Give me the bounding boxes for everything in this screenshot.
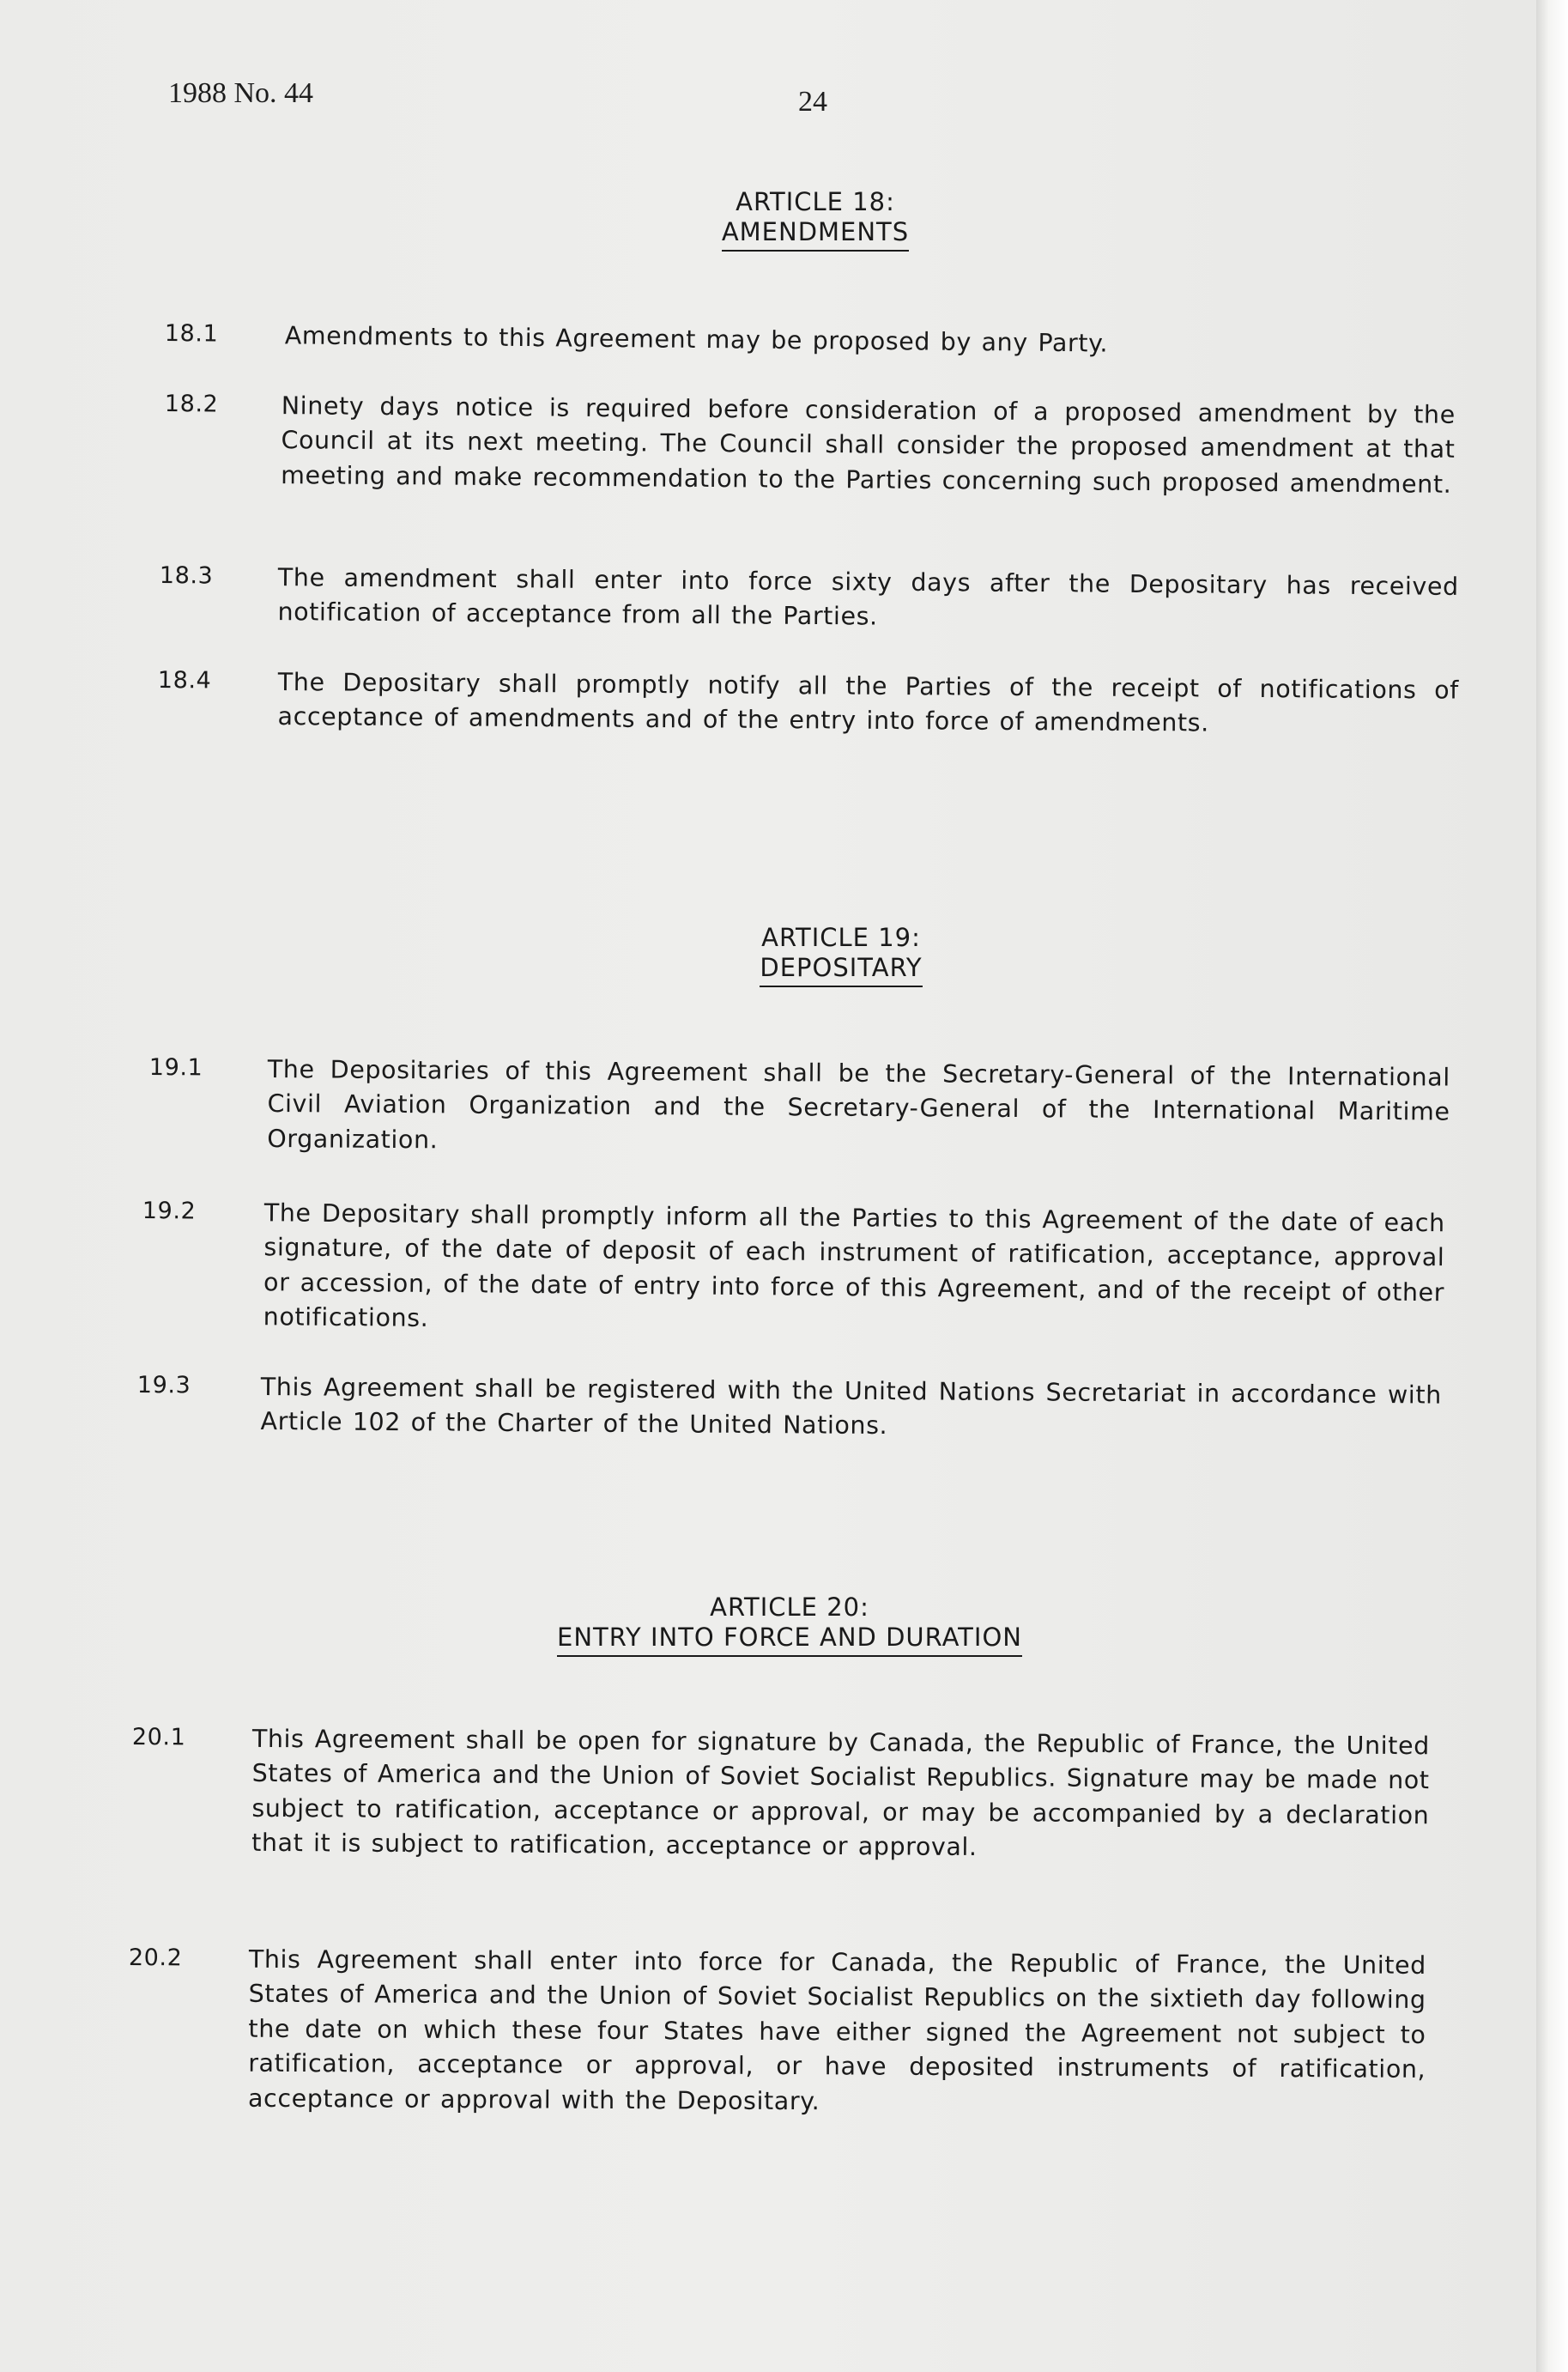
clause-text: The Depositary shall promptly notify all the Parties of the receipt of notifications of acceptance of amendments and of the entry into force of amendments. [277,667,1459,738]
page-number: 24 [798,86,827,118]
clause-18-3 [159,560,1464,647]
clause-number: 19.1 [148,1053,203,1082]
clause-number: 18.2 [164,390,219,418]
clause-18-2 [164,388,1469,544]
article-title: AMENDMENTS [722,217,909,251]
article-heading-label: ARTICLE 19: [761,923,921,952]
clause-text: The Depositary shall promptly inform all the Parties to this Agreement of the date of each signature, of the date of deposit of each instrument of ratification, acceptance, approval or accession, of the date of entry into force of this Agreement, and of the receipt of other notifications. [263,1198,1445,1333]
clause-19-3 [136,1369,1442,1456]
article-heading-label: ARTICLE 20: [710,1592,869,1622]
article-18-heading [618,187,1013,252]
clause-18-4 [157,664,1462,786]
article-19-heading [712,923,970,987]
clause-19-2 [142,1195,1447,1352]
clause-20-2 [128,1942,1433,2163]
clause-text: This Agreement shall enter into force for Canada, the Republic of France, the United States of America and the Union of Soviet Socialist Republics on the sixtieth day following the date on which these four States have either signed the Agreement not subject to ratification, acceptance or approval, or have deposited instruments of ratification, acceptance or approval with the Depositary. [247,1944,1426,2116]
clause-number: 18.3 [159,561,214,590]
clause-number: 19.3 [136,1371,191,1399]
clause-text: The amendment shall enter into force sixty days after the Depositary has received notification of acceptance from all the Parties. [277,563,1459,632]
clause-20-1 [131,1721,1437,1909]
article-20-heading [481,1592,1099,1657]
clause-text: Amendments to this Agreement may be proposed by any Party. [284,321,1109,358]
article-heading-label: ARTICLE 18: [736,187,895,216]
clause-number: 19.2 [142,1197,197,1225]
clause-text: This Agreement shall be registered with the United Nations Secretariat in accordance with Article 102 of the Charter of the United Nations. [260,1373,1442,1441]
clause-text: The Depositaries of this Agreement shall be the Secretary-General of the International Civil Aviation Organization and the Secretary-General of the International Maritime Organization. [267,1054,1450,1155]
clause-number: 18.4 [157,666,212,695]
clause-text: Ninety days notice is required before consideration of a proposed amendment by the Council at its next meeting. The Council shall consider the proposed amendment at that meeting and make recommendation to the Parties concerning such proposed amendment. [281,391,1456,499]
clause-number: 18.1 [164,319,219,348]
clause-text: This Agreement shall be open for signature by Canada, the Republic of France, the United States of America and the Union of Soviet Socialist Republics. Signature may be made not subject to ratification, acceptance or approval, or may be accompanied by a declaration that it is subject to ratification, acceptance or approval. [251,1724,1430,1862]
clause-number: 20.1 [131,1724,186,1751]
article-title: DEPOSITARY [760,953,922,986]
clause-19-1 [148,1052,1454,1173]
article-title: ENTRY INTO FORCE AND DURATION [557,1623,1022,1656]
clause-number: 20.2 [128,1944,183,1972]
page-edge [1536,0,1568,2372]
document-reference: 1988 No. 44 [168,77,314,109]
